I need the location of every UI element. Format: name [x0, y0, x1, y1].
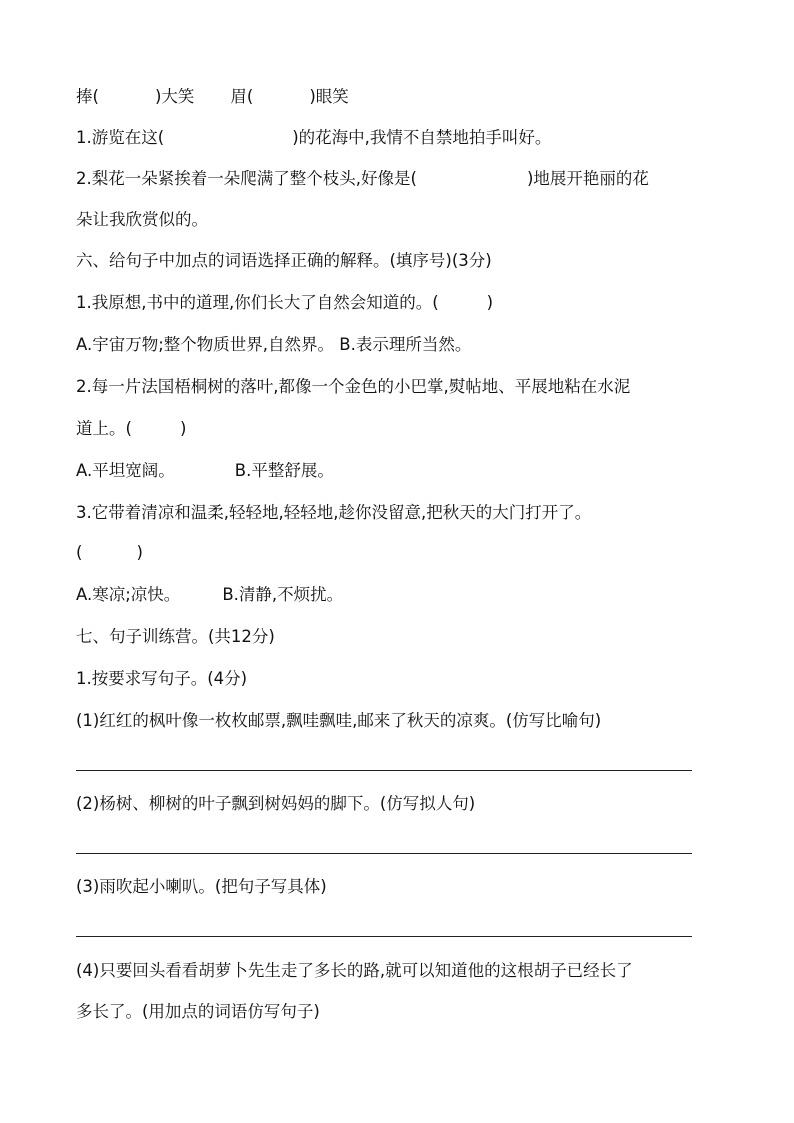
answer-line[interactable]	[76, 936, 692, 937]
fill-sentence-1	[76, 127, 551, 149]
section-heading: 七、句子训练营。(共12分)	[76, 627, 275, 646]
text-segment: 2.梨花一朵紧挨着一朵爬满了整个枝头,好像是(	[76, 169, 417, 188]
question-7-1-3	[76, 876, 327, 898]
text-segment: )大笑	[154, 87, 195, 106]
option-a: A.寒凉;凉快。	[76, 585, 181, 604]
section-six-heading	[76, 250, 492, 272]
text-segment: (	[76, 543, 83, 562]
question-6-1	[76, 292, 493, 314]
text-segment: 1.游览在这(	[76, 128, 165, 147]
question-6-2-cont	[76, 418, 186, 440]
question-6-3-answer	[76, 542, 143, 564]
text-segment: 1.按要求写句子。(4分)	[76, 669, 248, 688]
question-7-1-1	[76, 710, 601, 732]
text-segment: 1.我原想,书中的道理,你们长大了自然会知道的。(	[76, 293, 439, 312]
text-segment: )地展开艳丽的花	[526, 169, 649, 188]
question-7-1-4	[76, 960, 633, 982]
question-6-2	[76, 376, 630, 398]
fill-sentence-2-cont	[76, 209, 208, 231]
question-6-3	[76, 502, 591, 524]
text-segment: 2.每一片法国梧桐树的落叶,都像一个金色的小巴掌,熨帖地、平展地粘在水泥	[76, 377, 631, 396]
options-6-1	[76, 334, 471, 356]
section-seven-heading	[76, 626, 275, 648]
answer-line[interactable]	[76, 770, 692, 771]
question-7-1-4-cont	[76, 1001, 320, 1023]
section-heading: 六、给句子中加点的词语选择正确的解释。(填序号)(3分)	[76, 251, 492, 270]
text-segment: 捧(	[76, 87, 99, 106]
text-segment: A.宇宙万物;整个物质世界,自然界。 B.表示理所当然。	[76, 335, 472, 354]
text-segment: (3)雨吹起小喇叭。(把句子写具体)	[76, 877, 327, 896]
text-segment: 朵让我欣赏似的。	[76, 210, 208, 229]
text-segment: )眼笑	[309, 87, 349, 106]
text-segment: (4)只要回头看看胡萝卜先生走了多长的路,就可以知道他的这根胡子已经长了	[76, 961, 633, 980]
idiom-fill-line	[76, 86, 349, 108]
options-6-3	[76, 584, 343, 606]
answer-line[interactable]	[76, 853, 692, 854]
question-7-1-2	[76, 793, 475, 815]
question-7-1	[76, 668, 247, 690]
options-6-2	[76, 460, 334, 482]
option-a: A.平坦宽阔。	[76, 461, 175, 480]
text-segment: (2)杨树、柳树的叶子飘到树妈妈的脚下。(仿写拟人句)	[76, 794, 476, 813]
text-segment: )	[179, 419, 187, 438]
text-segment: 多长了。(用加点的词语仿写句子)	[76, 1002, 320, 1021]
text-segment: 道上。(	[76, 419, 132, 438]
text-segment: 3.它带着清凉和温柔,轻轻地,轻轻地,趁你没留意,把秋天的大门打开了。	[76, 503, 592, 522]
text-segment: 眉(	[230, 87, 254, 106]
option-b: B.平整舒展。	[234, 461, 334, 480]
text-segment: )的花海中,我情不自禁地拍手叫好。	[292, 128, 552, 147]
text-segment: )	[486, 293, 494, 312]
text-segment: )	[136, 543, 143, 562]
option-b: B.清静,不烦扰。	[222, 585, 344, 604]
text-segment: (1)红红的枫叶像一枚枚邮票,飘哇飘哇,邮来了秋天的凉爽。(仿写比喻句)	[76, 711, 602, 730]
fill-sentence-2	[76, 168, 649, 190]
